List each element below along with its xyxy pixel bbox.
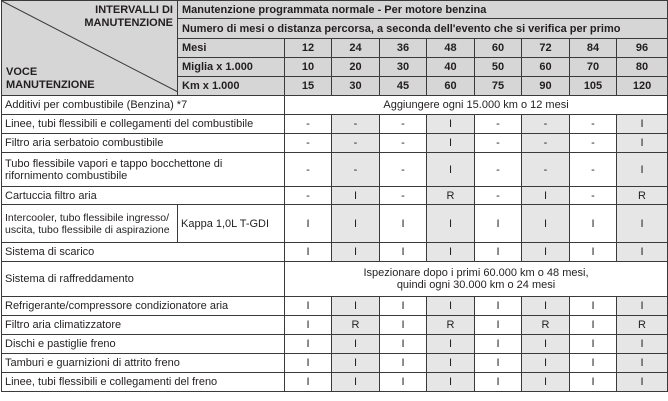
value-cell: - bbox=[332, 134, 380, 153]
value-cell: I bbox=[285, 335, 332, 354]
item-label: Tubo flessibile vapori e tappo bocchettone di rifornimento combustibile bbox=[2, 153, 285, 187]
months-label: Mesi bbox=[178, 39, 285, 58]
intervals-label: INTERVALLI DI MANUTENZIONE bbox=[84, 4, 173, 29]
table-row bbox=[2, 134, 668, 153]
table-row bbox=[2, 243, 668, 262]
km-cell: 45 bbox=[380, 77, 427, 96]
item-label: Filtro aria serbatoio combustibile bbox=[2, 134, 285, 153]
km-cell: 105 bbox=[570, 77, 617, 96]
months-cell: 84 bbox=[570, 39, 617, 58]
value-cell: - bbox=[332, 115, 380, 134]
value-cell: I bbox=[285, 354, 332, 373]
value-cell: I bbox=[427, 115, 475, 134]
value-cell: I bbox=[427, 134, 475, 153]
value-cell: - bbox=[522, 153, 570, 187]
value-cell: R bbox=[617, 316, 668, 335]
value-cell: I bbox=[380, 354, 427, 373]
months-cell: 96 bbox=[617, 39, 668, 58]
value-cell: I bbox=[332, 297, 380, 316]
value-cell: I bbox=[570, 354, 617, 373]
value-cell: R bbox=[522, 316, 570, 335]
value-cell: I bbox=[522, 373, 570, 392]
schedule-subtitle: Numero di mesi o distanza percorsa, a seconda dell'evento che si verifica per primo bbox=[178, 19, 668, 39]
value-cell: I bbox=[475, 243, 522, 262]
value-cell: - bbox=[380, 134, 427, 153]
value-cell: - bbox=[475, 153, 522, 187]
value-cell: I bbox=[380, 335, 427, 354]
months-cell: 12 bbox=[285, 39, 332, 58]
item-label: Cartuccia filtro aria bbox=[2, 187, 285, 205]
value-cell: - bbox=[570, 187, 617, 205]
maintenance-table bbox=[1, 0, 668, 392]
value-cell: - bbox=[475, 187, 522, 205]
value-cell: I bbox=[475, 297, 522, 316]
value-cell: R bbox=[427, 316, 475, 335]
value-cell: I bbox=[427, 297, 475, 316]
value-cell: I bbox=[475, 335, 522, 354]
value-cell: I bbox=[285, 243, 332, 262]
km-label: Km x 1.000 bbox=[178, 77, 285, 96]
miles-cell: 30 bbox=[380, 58, 427, 77]
value-cell: - bbox=[522, 134, 570, 153]
value-cell: I bbox=[475, 205, 522, 243]
value-cell: I bbox=[522, 335, 570, 354]
km-cell: 120 bbox=[617, 77, 668, 96]
value-cell: I bbox=[617, 153, 668, 187]
value-cell: I bbox=[427, 153, 475, 187]
value-cell: - bbox=[285, 134, 332, 153]
value-cell: I bbox=[570, 243, 617, 262]
value-cell: I bbox=[285, 316, 332, 335]
value-cell: I bbox=[332, 243, 380, 262]
value-cell: I bbox=[617, 335, 668, 354]
table-row bbox=[2, 96, 668, 115]
value-cell: I bbox=[427, 205, 475, 243]
months-cell: 24 bbox=[332, 39, 380, 58]
value-cell: I bbox=[617, 354, 668, 373]
table-row bbox=[2, 335, 668, 354]
value-cell: I bbox=[332, 373, 380, 392]
value-cell: R bbox=[332, 316, 380, 335]
value-cell: I bbox=[427, 335, 475, 354]
value-cell: - bbox=[570, 153, 617, 187]
table-row bbox=[2, 373, 668, 392]
miles-cell: 20 bbox=[332, 58, 380, 77]
schedule-title: Manutenzione programmata normale - Per motore benzina bbox=[178, 1, 668, 19]
value-cell: I bbox=[522, 243, 570, 262]
value-cell: I bbox=[617, 134, 668, 153]
months-cell: 72 bbox=[522, 39, 570, 58]
value-cell: - bbox=[285, 153, 332, 187]
value-cell: I bbox=[332, 354, 380, 373]
header-corner bbox=[2, 1, 178, 96]
value-cell: I bbox=[380, 373, 427, 392]
value-cell: - bbox=[380, 115, 427, 134]
miles-label: Miglia x 1.000 bbox=[178, 58, 285, 77]
item-label: Sistema di raffreddamento bbox=[2, 262, 285, 297]
value-cell: R bbox=[617, 187, 668, 205]
table-row bbox=[2, 297, 668, 316]
km-cell: 75 bbox=[475, 77, 522, 96]
item-label: Filtro aria climatizzatore bbox=[2, 316, 285, 335]
value-cell: - bbox=[285, 187, 332, 205]
value-cell: I bbox=[617, 243, 668, 262]
miles-cell: 80 bbox=[617, 58, 668, 77]
value-cell: I bbox=[475, 373, 522, 392]
value-cell: I bbox=[522, 297, 570, 316]
value-cell: I bbox=[380, 205, 427, 243]
item-label: Sistema di scarico bbox=[2, 243, 285, 262]
table-row bbox=[2, 205, 668, 243]
item-label: Linee, tubi flessibili e collegamenti del freno bbox=[2, 373, 285, 392]
value-cell: - bbox=[475, 115, 522, 134]
value-cell: I bbox=[617, 373, 668, 392]
value-cell: I bbox=[522, 354, 570, 373]
km-cell: 60 bbox=[427, 77, 475, 96]
miles-cell: 70 bbox=[570, 58, 617, 77]
months-cell: 48 bbox=[427, 39, 475, 58]
value-cell: - bbox=[475, 134, 522, 153]
table-row bbox=[2, 115, 668, 134]
value-cell: I bbox=[475, 354, 522, 373]
months-cell: 36 bbox=[380, 39, 427, 58]
value-cell: - bbox=[380, 187, 427, 205]
value-cell: - bbox=[332, 153, 380, 187]
value-cell: I bbox=[380, 243, 427, 262]
value-cell: I bbox=[285, 297, 332, 316]
months-cell: 60 bbox=[475, 39, 522, 58]
value-cell: I bbox=[570, 205, 617, 243]
value-cell: I bbox=[617, 205, 668, 243]
value-cell: I bbox=[427, 243, 475, 262]
value-cell: I bbox=[332, 205, 380, 243]
item-label: Intercooler, tubo flessibile ingresso/ uscita, tubo flessibile di aspirazione bbox=[2, 205, 178, 243]
km-cell: 90 bbox=[522, 77, 570, 96]
table-row bbox=[2, 187, 668, 205]
item-label: Refrigerante/compressore condizionatore aria bbox=[2, 297, 285, 316]
value-cell: I bbox=[570, 335, 617, 354]
interval-note: Ispezionare dopo i primi 60.000 km o 48 mesi, quindi ogni 30.000 km o 24 mesi bbox=[285, 262, 668, 297]
value-cell: I bbox=[617, 297, 668, 316]
value-cell: I bbox=[522, 187, 570, 205]
value-cell: I bbox=[285, 373, 332, 392]
value-cell: - bbox=[570, 134, 617, 153]
table-row bbox=[2, 316, 668, 335]
value-cell: I bbox=[570, 316, 617, 335]
table-row bbox=[2, 354, 668, 373]
value-cell: I bbox=[570, 297, 617, 316]
value-cell: I bbox=[380, 297, 427, 316]
value-cell: I bbox=[332, 187, 380, 205]
miles-cell: 60 bbox=[522, 58, 570, 77]
value-cell: - bbox=[570, 115, 617, 134]
value-cell: - bbox=[285, 115, 332, 134]
item-label: Dischi e pastiglie freno bbox=[2, 335, 285, 354]
miles-cell: 50 bbox=[475, 58, 522, 77]
value-cell: I bbox=[427, 354, 475, 373]
engine-sublabel: Kappa 1,0L T-GDI bbox=[178, 205, 285, 243]
value-cell: I bbox=[380, 316, 427, 335]
value-cell: I bbox=[475, 316, 522, 335]
interval-note: Aggiungere ogni 15.000 km o 12 mesi bbox=[285, 96, 668, 115]
item-label: Tamburi e guarnizioni di attrito freno bbox=[2, 354, 285, 373]
value-cell: R bbox=[427, 187, 475, 205]
value-cell: I bbox=[427, 373, 475, 392]
table-row bbox=[2, 262, 668, 297]
km-cell: 30 bbox=[332, 77, 380, 96]
miles-cell: 10 bbox=[285, 58, 332, 77]
item-label: Linee, tubi flessibili e collegamenti del combustibile bbox=[2, 115, 285, 134]
table-row bbox=[2, 153, 668, 187]
value-cell: I bbox=[570, 373, 617, 392]
value-cell: I bbox=[617, 115, 668, 134]
item-label: VOCE MANUTENZIONE bbox=[6, 66, 95, 91]
value-cell: I bbox=[332, 335, 380, 354]
miles-cell: 40 bbox=[427, 58, 475, 77]
value-cell: - bbox=[522, 115, 570, 134]
value-cell: - bbox=[380, 153, 427, 187]
value-cell: I bbox=[522, 205, 570, 243]
item-label: Additivi per combustibile (Benzina) *7 bbox=[2, 96, 285, 115]
km-cell: 15 bbox=[285, 77, 332, 96]
value-cell: I bbox=[285, 205, 332, 243]
